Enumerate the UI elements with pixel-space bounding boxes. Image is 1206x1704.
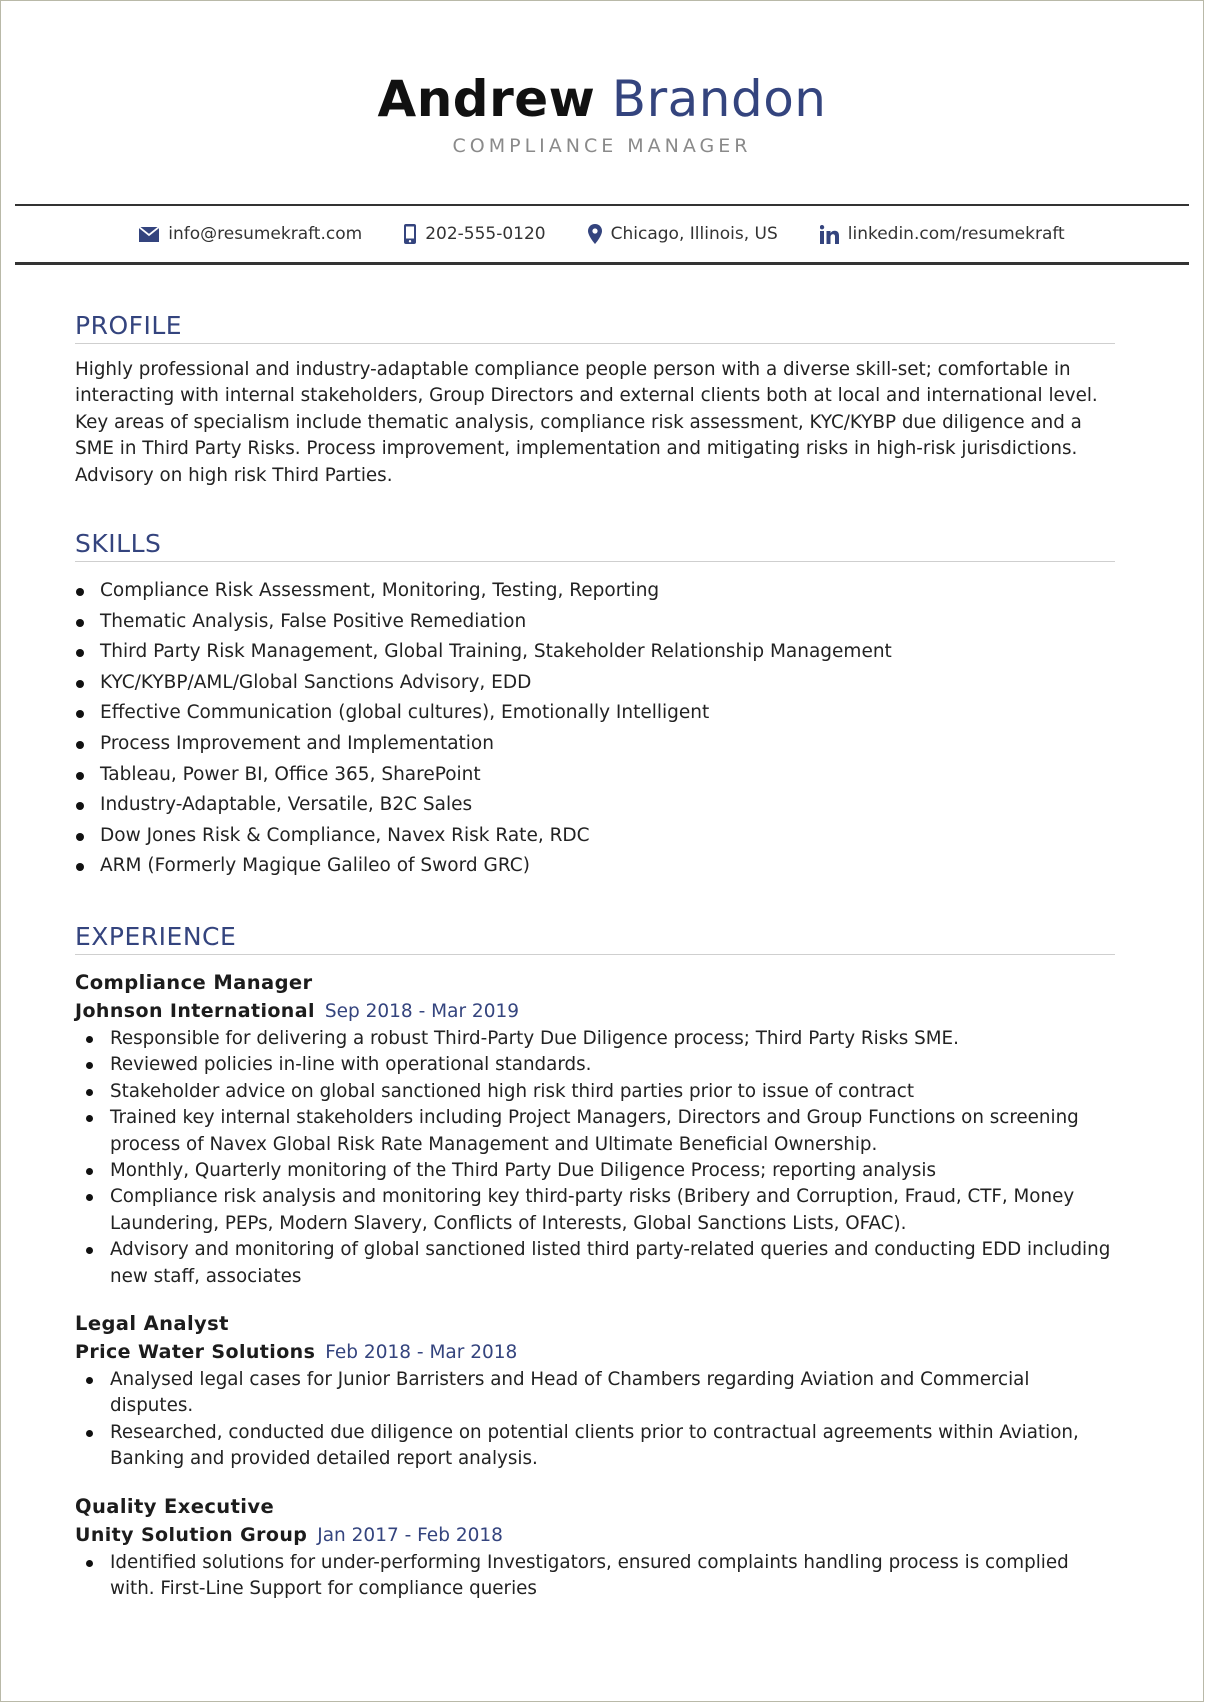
- skill-item: Process Improvement and Implementation: [75, 729, 1115, 760]
- job-bullet: Compliance risk analysis and monitoring key third-party risks (Bribery and Corruption, Fraud, CTF, Money Laundering, PEPs, Modern Slavery, Conflicts of Interests, Global Sanctions Lists, OFAC).: [75, 1184, 1115, 1237]
- job-bullet: Monthly, Quarterly monitoring of the Third Party Due Diligence Process; reporting analysis: [75, 1158, 1115, 1184]
- contact-linkedin[interactable]: [820, 224, 1065, 244]
- job-dates: Feb 2018 - Mar 2018: [325, 1342, 518, 1364]
- experience-heading: EXPERIENCE: [75, 922, 1115, 955]
- job-bullet: Advisory and monitoring of global sanctioned listed third party-related queries and conducting EDD including new staff, associates: [75, 1237, 1115, 1290]
- linkedin-icon: [820, 225, 839, 244]
- job-bullet: Identified solutions for under-performing Investigators, ensured complaints handling process is complied with. First-Line Support for compliance queries: [75, 1550, 1115, 1603]
- job-dates: Sep 2018 - Mar 2019: [324, 1000, 520, 1022]
- job-dates: Jan 2017 - Feb 2018: [317, 1524, 503, 1546]
- profile-text: Highly professional and industry-adaptable compliance people person with a diverse skill-set; comfortable in interacting with internal stakeholders, Group Directors and external clients both at local and international level. Key areas of specialism include thematic analysis, compliance risk assessment, KYC/KYBP due diligence and a SME in Third Party Risks. Process improvement, implementation and mitigating risks in high-risk jurisdictions. Advisory on high risk Third Parties.: [75, 359, 1098, 486]
- skills-section: [75, 529, 1115, 882]
- skill-item: Effective Communication (global cultures), Emotionally Intelligent: [75, 698, 1115, 729]
- skill-item: Tableau, Power BI, Office 365, SharePoint: [75, 760, 1115, 791]
- job-company: Johnson International: [75, 999, 315, 1022]
- skill-item: KYC/KYBP/AML/Global Sanctions Advisory, EDD: [75, 668, 1115, 699]
- job-bullet: Researched, conducted due diligence on potential clients prior to contractual agreements within Aviation, Banking and provided detailed report analysis.: [75, 1420, 1115, 1473]
- job-company-line: [75, 1521, 1115, 1550]
- job-company-line: [75, 997, 1115, 1026]
- resume-header: [1, 1, 1203, 157]
- skills-list: [75, 576, 1115, 882]
- job-entry: [75, 1310, 1115, 1473]
- contact-location: [588, 224, 778, 244]
- resume-content: [75, 311, 1115, 1642]
- skill-item: ARM (Formerly Magique Galileo of Sword GRC): [75, 851, 1115, 882]
- email-text: info@resumekraft.com: [168, 224, 363, 244]
- linkedin-text: linkedin.com/resumekraft: [847, 224, 1065, 244]
- skill-item: Third Party Risk Management, Global Training, Stakeholder Relationship Management: [75, 637, 1115, 668]
- job-role: Legal Analyst: [75, 1312, 229, 1336]
- profile-heading: PROFILE: [75, 311, 1115, 344]
- job-bullet: Stakeholder advice on global sanctioned high risk third parties prior to issue of contract: [75, 1079, 1115, 1105]
- job-company: Price Water Solutions: [75, 1341, 316, 1364]
- job-bullet: Trained key internal stakeholders including Project Managers, Directors and Group Functions on screening process of Navex Global Risk Rate Management and Ultimate Beneficial Ownership.: [75, 1105, 1115, 1158]
- full-name: [1, 69, 1203, 129]
- envelope-icon: [139, 227, 159, 242]
- job-bullet: Responsible for delivering a robust Third-Party Due Diligence process; Third Party Risks SME.: [75, 1026, 1115, 1052]
- skill-item: Dow Jones Risk & Compliance, Navex Risk Rate, RDC: [75, 821, 1115, 852]
- map-pin-icon: [588, 224, 602, 244]
- skill-item: Industry-Adaptable, Versatile, B2C Sales: [75, 790, 1115, 821]
- job-bullet: Reviewed policies in-line with operational standards.: [75, 1052, 1115, 1078]
- mobile-phone-icon: [404, 224, 416, 244]
- job-bullets: [75, 1550, 1115, 1603]
- location-text: Chicago, Illinois, US: [610, 224, 778, 244]
- job-bullet: Analysed legal cases for Junior Barristers and Head of Chambers regarding Aviation and Commercial disputes.: [75, 1367, 1115, 1420]
- skill-item: Compliance Risk Assessment, Monitoring, Testing, Reporting: [75, 576, 1115, 607]
- experience-section: [75, 922, 1115, 1603]
- last-name: Brandon: [611, 70, 827, 128]
- contact-email[interactable]: [139, 224, 362, 244]
- job-company: Unity Solution Group: [75, 1523, 308, 1546]
- job-entry: [75, 969, 1115, 1290]
- job-title: COMPLIANCE MANAGER: [452, 135, 752, 157]
- profile-section: [75, 311, 1115, 489]
- contact-bar: [15, 204, 1189, 265]
- contact-phone[interactable]: [404, 224, 545, 244]
- job-bullets: [75, 1367, 1115, 1473]
- job-company-line: [75, 1338, 1115, 1367]
- phone-text: 202-555-0120: [425, 224, 546, 244]
- job-entry: [75, 1493, 1115, 1603]
- job-role: Compliance Manager: [75, 970, 313, 994]
- skills-heading: SKILLS: [75, 529, 1115, 562]
- job-role: Quality Executive: [75, 1494, 275, 1518]
- job-bullets: [75, 1026, 1115, 1290]
- skill-item: Thematic Analysis, False Positive Remediation: [75, 607, 1115, 638]
- first-name: Andrew: [377, 70, 596, 128]
